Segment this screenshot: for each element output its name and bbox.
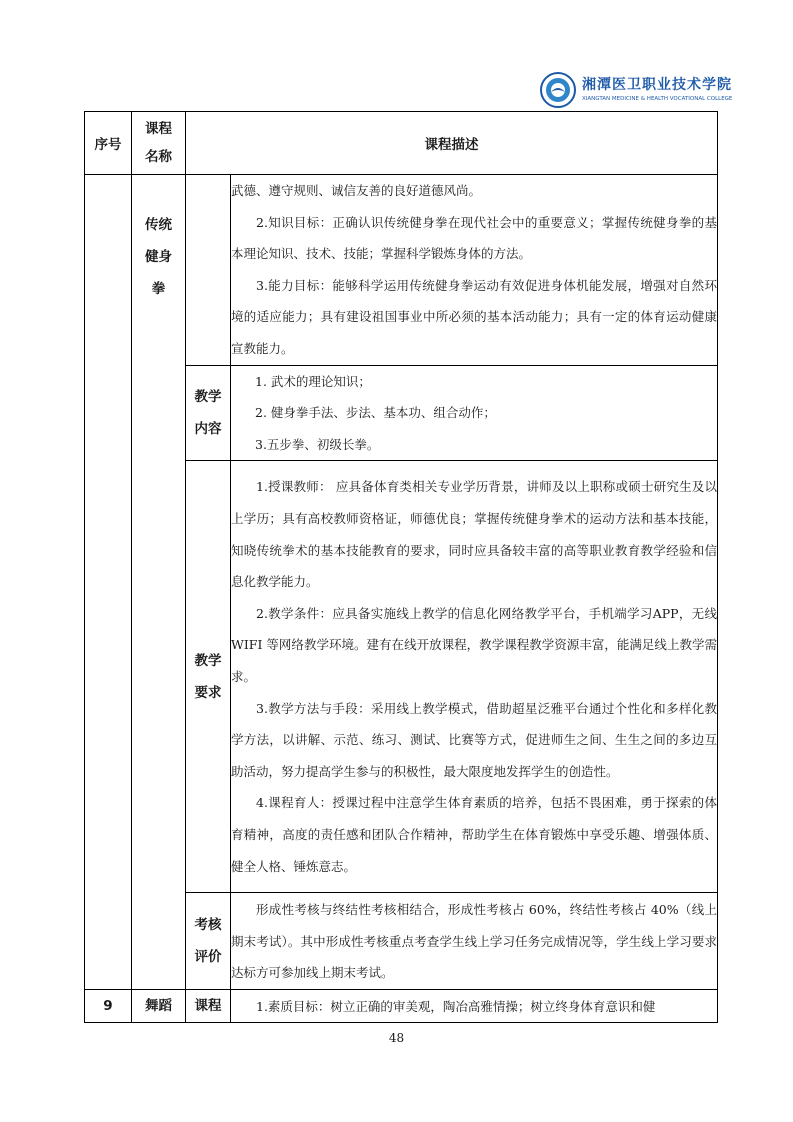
page-number: 48 [388,1031,405,1045]
next-text: 1.素质目标：树立正确的审美观，陶冶高雅情操；树立终身体育意识和健 [256,998,656,1014]
header-course-name [132,112,186,175]
course-table [84,111,718,1023]
row-no-empty [85,175,132,990]
content-item: 2. 健身拳手法、步法、基本功、组合动作； [255,405,496,421]
eval-label: 考核评价 [194,917,222,966]
req-paragraph: 2.教学条件：应具备实施线上教学的信息化网络教学平台，手机端学习APP，无线 WIFI 等网络教学环境。建有在线开放课程，教学课程教学资源丰富，能满足线上教学需求。 [231,605,717,685]
header-course-name-text: 课程名称 [145,121,172,165]
req-label-cell [186,461,231,893]
header-no: 序号 [85,112,132,175]
content-item: 1. 武术的理论知识； [255,373,371,389]
req-label: 教学要求 [194,652,222,701]
college-name-en: XIANGTAN MEDICINE & HEALTH VOCATIONAL COLLEGE [582,96,733,102]
college-logo [540,72,733,108]
req-paragraph: 3.教学方法与手段：采用线上教学模式，借助超星泛雅平台通过个性化和多样化教学方法，以讲解、示范、练习、测试、比赛等方式，促进师生之间、生生之间的多边互助活动，努力提高学生参与的积极性，最大限度地发挥学生的创造性。 [231,700,717,779]
college-emblem-icon [540,72,576,108]
eval-cell [231,893,718,990]
goal-label-empty [186,175,231,366]
course-name-cell [132,175,186,990]
goal-cell [231,175,718,366]
next-course-name: 舞蹈 [132,990,186,1023]
content-label: 教学内容 [194,388,222,437]
next-text-cell [231,990,718,1023]
content-item: 3.五步拳、初级长拳。 [255,436,380,452]
next-label: 课程 [186,990,231,1023]
next-no: 9 [85,990,132,1023]
content-cell [231,365,718,461]
goal-paragraph: 2.知识目标：正确认识传统健身拳在现代社会中的重要意义；掌握传统健身拳的基本理论知识、技术、技能；掌握科学锻炼身体的方法。 [231,214,717,262]
course-name: 传统健身拳 [145,217,172,297]
eval-label-cell [186,893,231,990]
table-header-row [85,112,718,175]
req-paragraph: 1.授课教师： 应具备体育类相关专业学历背景，讲师及以上职称或硕士研究生及以上学历；具有高校教师资格证，师德优良；掌握传统健身拳术的运动方法和基本技能，知晓传统拳术的基本技能教育的要求，同时应具备较丰富的高等职业教育教学经验和信息化教学能力。 [231,479,717,590]
table-row [85,990,718,1023]
goal-paragraph: 3.能力目标：能够科学运用传统健身拳运动有效促进身体机能发展，增强对自然环境的适应能力；具有建设祖国事业中所必须的基本活动能力；具有一定的体育运动健康宣教能力。 [231,277,717,356]
content-label-cell [186,365,231,461]
table-row [85,175,718,366]
college-name-cn: 湘潭医卫职业技术学院 [582,77,732,93]
req-paragraph: 4.课程育人：授课过程中注意学生体育素质的培养，包括不畏困难，勇于探索的体育精神，高度的责任感和团队合作精神，帮助学生在体育锻炼中享受乐趣、增强体质、健全人格、锤炼意志。 [231,795,717,874]
req-cell [231,461,718,893]
eval-paragraph: 形成性考核与终结性考核相结合，形成性考核占 60%，终结性考核占 40%（线上期末考试）。其中形成性考核重点考查学生线上学习任务完成情况等，学生线上学习要求达标方可参加线上期末考试。 [231,901,717,981]
header-description: 课程描述 [186,112,718,175]
goal-paragraph: 武德、遵守规则、诚信友善的良好道德风尚。 [231,183,482,198]
